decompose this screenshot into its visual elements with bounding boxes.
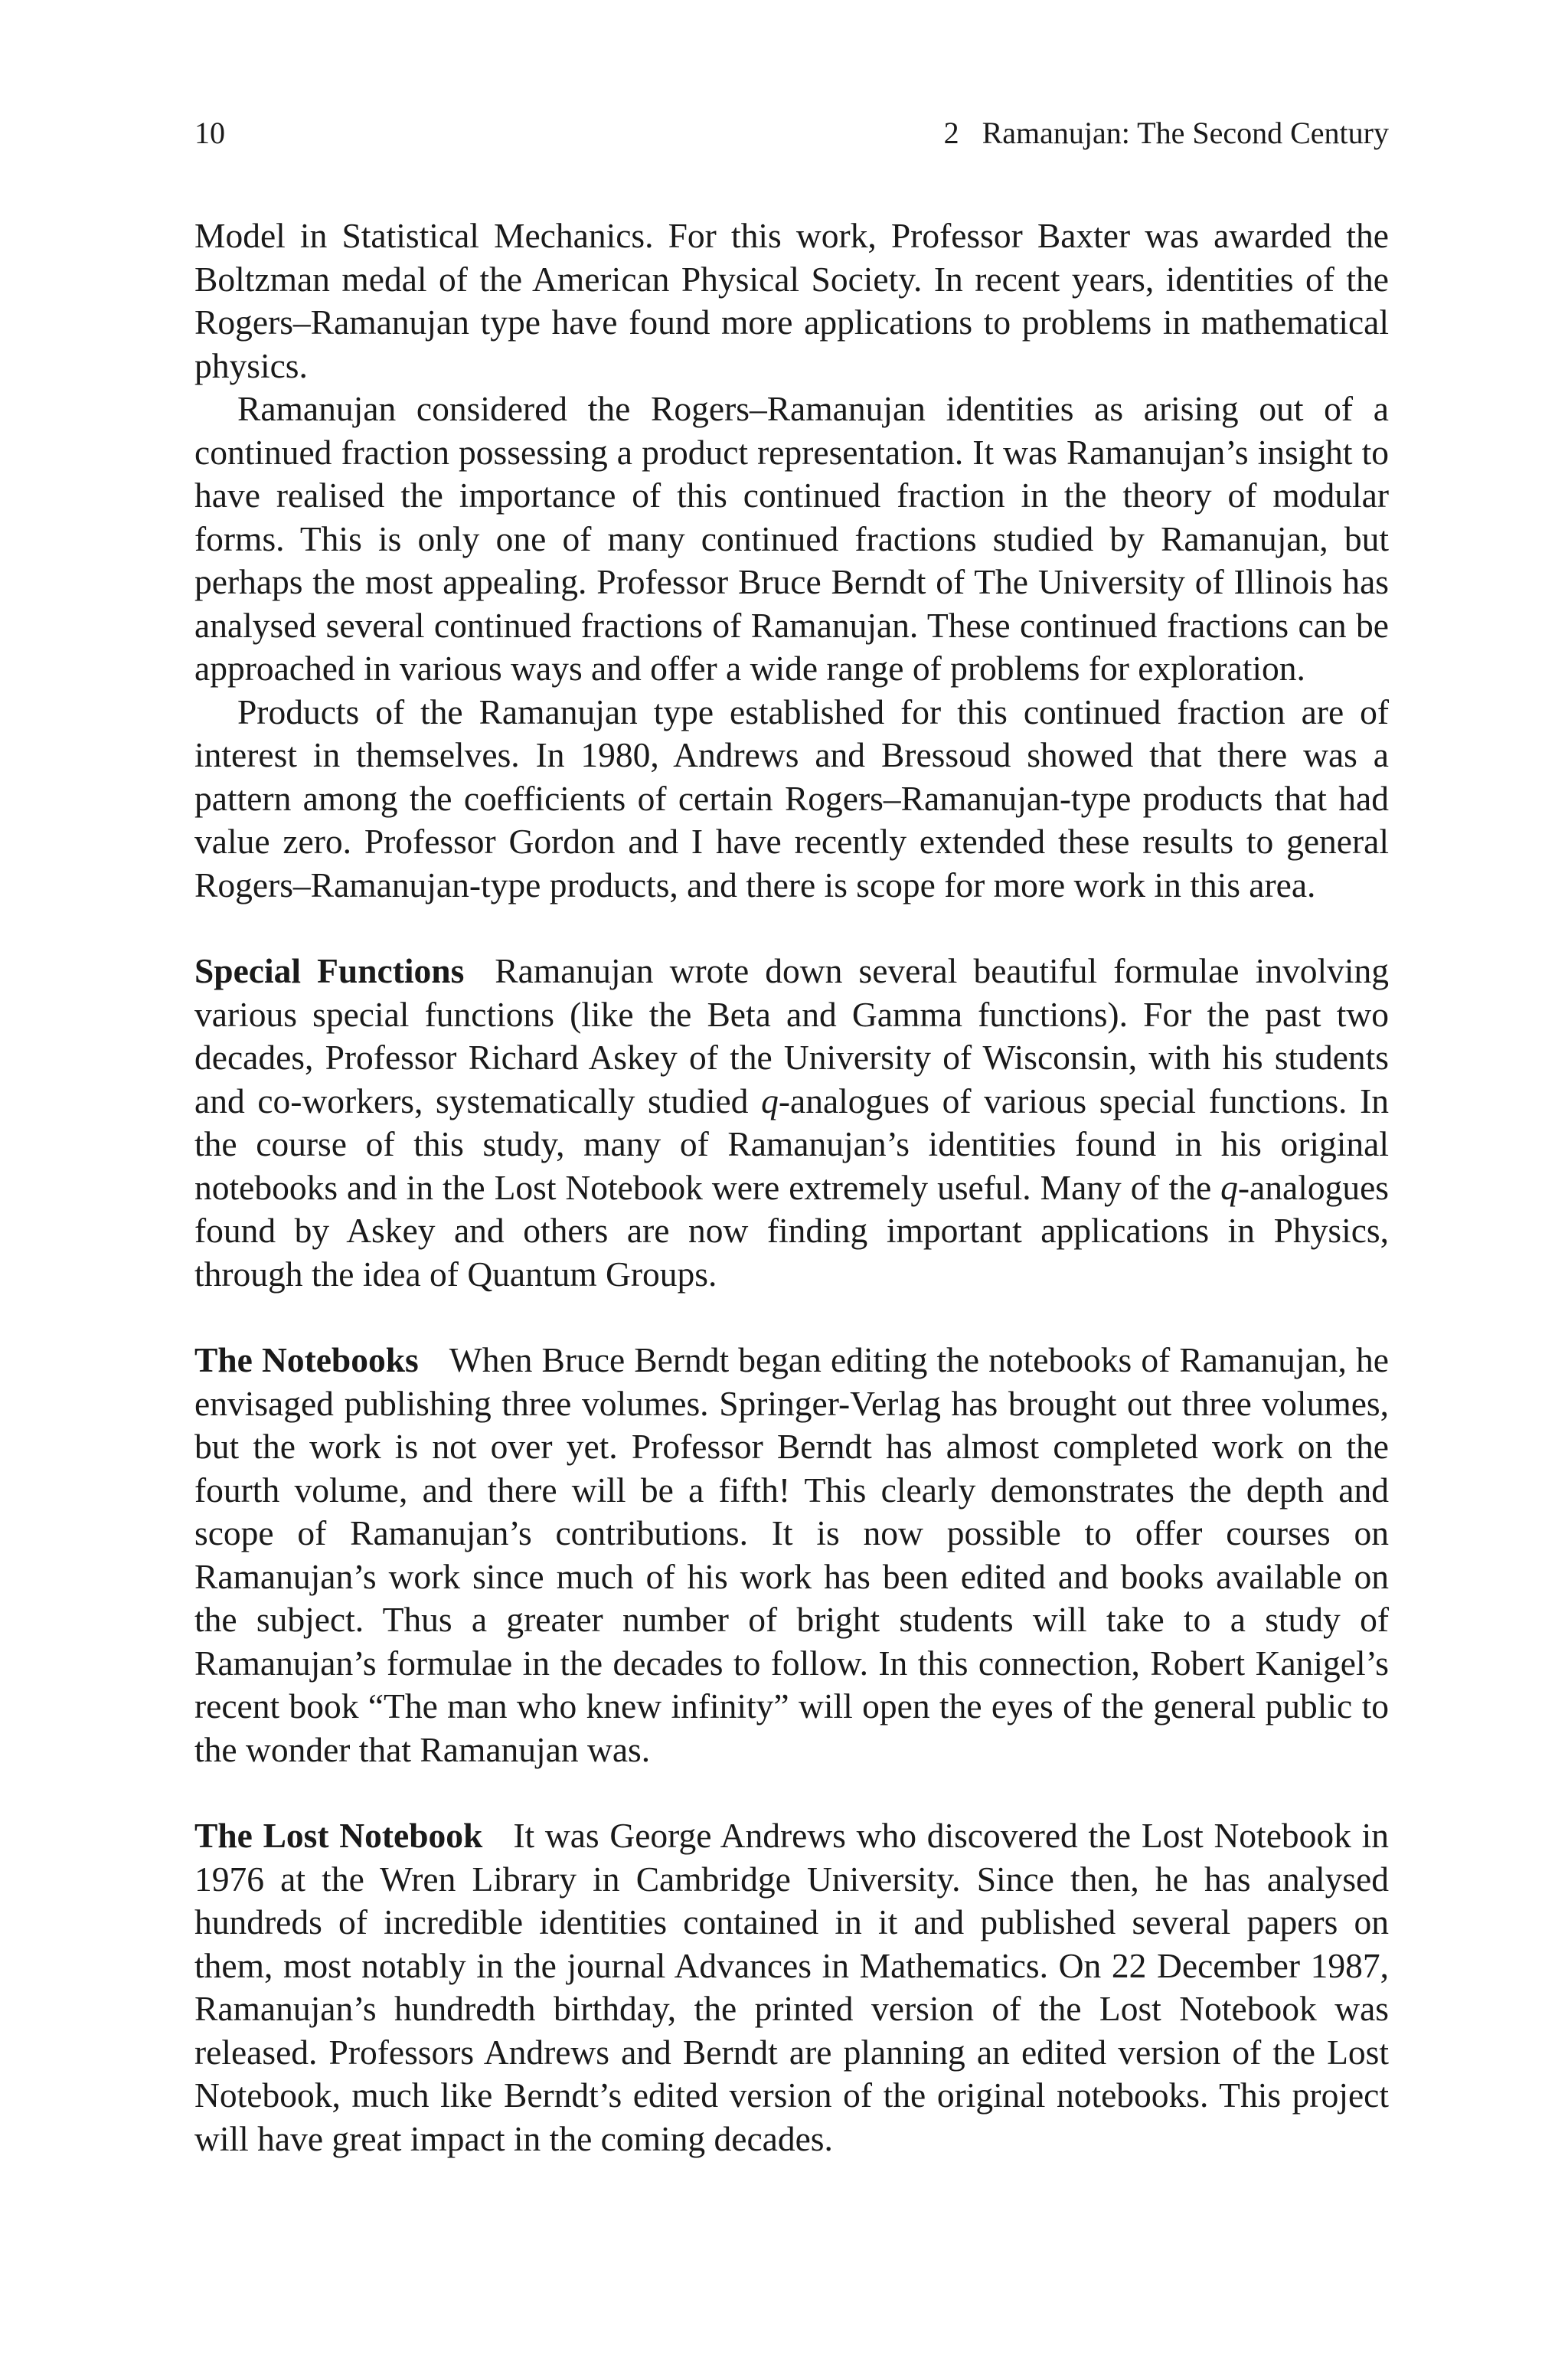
body-text (194, 214, 1389, 2160)
special-functions-text-c: -analogues found by Askey and others are now finding important applications in Physics, through the idea of Quantum Groups. (194, 1167, 1390, 1294)
paragraph-continued-fraction: Ramanujan considered the Rogers–Ramanujan identities as arising out of a continued fraction possessing a product representation. It was Ramanujan’s insight to have realised the importance of this continued fraction in the theory of modular forms. This is only one of many continued fractions studied by Ramanujan, but perhaps the most appealing. Professor Bruce Berndt of The University of Illinois has analysed several continued fractions of Ramanujan. These continued fractions can be approached in various ways and offer a wide range of problems for exploration. (194, 389, 1389, 688)
special-functions-heading: Special Functions (194, 951, 465, 990)
paragraph-statistical-mechanics: Model in Statistical Mechanics. For this work, Professor Baxter was awarded the Boltzman medal of the American Physical Society. In recent years, identities of the Rogers–Ramanujan type have found more applications to problems in mathematical physics. (194, 216, 1389, 385)
chapter-number: 2 (943, 116, 959, 150)
paragraph-products: Products of the Ramanujan type established for this continued fraction are of interest in themselves. In 1980, Andrews and Bressoud showed that there was a pattern among the coefficients of certain Rogers–Ramanujan-type products that had value zero. Professor Gordon and I have recently extended these results to general Rogers–Ramanujan-type products, and there is scope for more work in this area. (194, 692, 1389, 904)
q-symbol: q (1220, 1167, 1238, 1207)
chapter-title: Ramanujan: The Second Century (982, 116, 1389, 150)
page-number: 10 (194, 116, 225, 150)
q-symbol: q (761, 1081, 779, 1120)
chapter-heading (944, 115, 1389, 152)
lost-notebook-heading: The Lost Notebook (194, 1816, 483, 1855)
section-lost-notebook (194, 1814, 1389, 2160)
special-functions-text-a: Ramanujan wrote down several beautiful formulae involving various special functions (like the Beta and Gamma functions). For the past two decades, Professor Richard Askey of the University of Wisconsin, with his students and co-workers, systematically studied (194, 951, 1390, 1120)
special-functions-text-b: -analogues of various special functions. In the course of this study, many of Ramanujan’s identities found in his original notebooks and in the Lost Notebook were extremely useful. Many of the (194, 1081, 1389, 1207)
lost-notebook-text: It was George Andrews who discovered the Lost Notebook in 1976 at the Wren Library in Cambridge University. Since then, he has analysed hundreds of incredible identities contained in it and published several papers on them, most notably in the journal Advances in Mathematics. On 22 December 1987, Ramanujan’s hundredth birthday, the printed version of the Lost Notebook was released. Professors Andrews and Berndt are planning an edited version of the Lost Notebook, much like Berndt’s edited version of the original notebooks. This project will have great impact in the coming decades. (194, 1816, 1389, 2158)
section-special-functions (194, 950, 1389, 1296)
running-head (194, 115, 1389, 152)
notebooks-text: When Bruce Berndt began editing the notebooks of Ramanujan, he envisaged publishing three volumes. Springer-Verlag has brought out three volumes, but the work is not over yet. Professor Berndt has almost completed work on the fourth volume, and there will be a fifth! This clearly demonstrates the depth and scope of Ramanujan’s contributions. It is now possible to offer courses on Ramanujan’s work since much of his work has been edited and books available on the subject. Thus a greater number of bright students will take to a study of Ramanujan’s formulae in the decades to follow. In this connection, Robert Kanigel’s recent book “The man who knew infinity” will open the eyes of the general public to the wonder that Ramanujan was. (194, 1340, 1389, 1769)
book-page (194, 115, 1389, 2160)
notebooks-heading: The Notebooks (194, 1340, 419, 1379)
section-notebooks (194, 1339, 1389, 1771)
